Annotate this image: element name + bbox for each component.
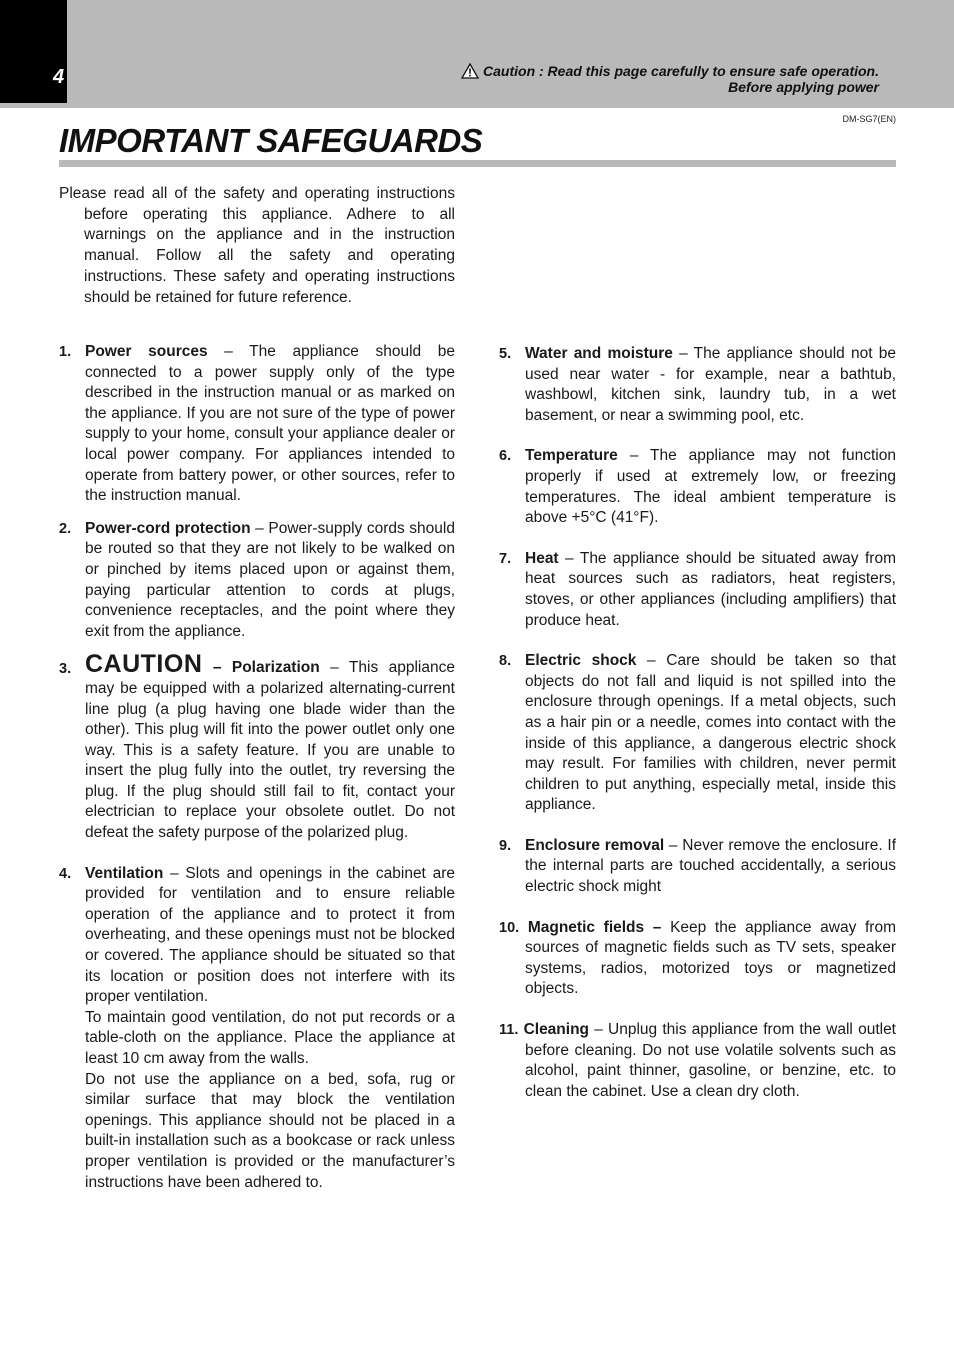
item-text: – The appliance should be connected to a power supply only of the type described in the instruction manual or as marked on the appliance. If you are not sure of the type of power supply to your home, consult your appliance dealer or local power company. For appliances intended to operate from battery power, or other sources, refer to the instruction manual.: [85, 343, 455, 505]
item-text: – Never remove the enclosure. If the internal parts are touched accidentally, a serious electric shock might: [525, 836, 896, 896]
safeguard-item-9: [499, 836, 896, 898]
item-number: 6.: [499, 448, 512, 465]
item-number: 3.: [59, 661, 72, 678]
item-text: – The appliance should not be used near water - for example, near a bathtub, washbowl, kitchen sink, laundry tub, in a wet basement, or near a swimming pool, etc.: [525, 345, 896, 424]
item-title: Water and moisture: [525, 345, 673, 362]
intro-paragraph: Please read all of the safety and operating instructions before operating this appliance. Adhere to all warnings on the appliance and in the instruction manual. Follow all the safety and operating instructions. These safety and operating instructions should be retained for future reference.: [59, 185, 455, 306]
safeguard-item-2: [59, 519, 455, 643]
safeguard-item-6: [499, 446, 896, 528]
item-text: – Care should be taken so that objects do not fall and liquid is not spilled into the enclosure through openings. If a metal objects, such as a hair pin or a needle, comes into contact with the inside of this appliance, a dangerous electric shock may result. For families with children, never permit children to put anything, especially metal, inside this appliance.: [525, 652, 897, 814]
left-column: [59, 342, 455, 1193]
item-title: Power sources: [85, 343, 208, 360]
item-text: – Power-supply cords should be routed so that they are not likely to be walked on or pinched by items placed upon or against them, paying particular attention to cords at plugs, convenience receptacles, and the point where they exit from the appliance.: [85, 519, 455, 640]
safeguard-item-1: [59, 342, 455, 507]
safeguard-item-10: [499, 918, 896, 1000]
item-title: Heat: [525, 549, 559, 567]
item-text: Keep the appliance away from sources of magnetic fields such as TV sets, speaker systems, radios, motorized toys or magnetized objects.: [525, 918, 896, 998]
caution-notice: [461, 63, 879, 95]
item-title: Ventilation: [85, 864, 164, 882]
safeguard-item-7: [499, 549, 896, 631]
item-number: 1.: [59, 344, 72, 360]
caution-text: Caution : Read this page carefully to ensure safe operation.: [483, 63, 879, 79]
caution-subtext: Before applying power: [728, 79, 879, 95]
item-number: 2.: [59, 520, 72, 537]
safeguard-item-4: [59, 864, 455, 1194]
item-paragraph: To maintain good ventilation, do not put records or a table-cloth on the appliance. Place the appliance at least 10 cm away from the walls.: [85, 1008, 455, 1067]
item-text: – Unplug this appliance from the wall outlet before cleaning. Do not use volatile solvents such as alcohol, paint thinner, gasoline, or benzine, etc. to clean the cabinet. Use a clean dry cloth.: [525, 1021, 896, 1100]
item-title: Cleaning: [523, 1021, 590, 1039]
safeguard-item-3: [59, 650, 455, 843]
warning-triangle-icon: [461, 63, 479, 79]
item-text: – Slots and openings in the cabinet are provided for ventilation and to ensure reliable operation of the appliance and to protect it from overheating, and these openings must not be blocked or covered. The appliance should be situated so that its location or position does not interfere with its proper ventilation.: [85, 864, 455, 1006]
item-number: 5.: [499, 346, 512, 362]
page-title: IMPORTANT SAFEGUARDS: [59, 122, 483, 159]
item-text: – This appliance may be equipped with a polarized alternating-current line plug (a plug having one blade wider than the other). This plug will fit into the power outlet only one way. This is a safety feature. If you are unable to insert the plug fully into the outlet, try reversing the plug. If the plug should still fail to fit, contact your electrician to replace your obsolete outlet. Do not defeat the safety purpose of the polarized plug.: [85, 659, 455, 842]
item-text: – The appliance should be situated away from heat sources such as radiators, heat registers, stoves, or other appliances (including amplifiers) that produce heat.: [525, 549, 896, 629]
model-code: DM-SG7(EN): [842, 114, 896, 124]
item-title: Power-cord protection: [85, 519, 251, 537]
title-rule: [59, 160, 896, 167]
item-number: 11.: [499, 1022, 519, 1039]
item-title: Temperature: [525, 447, 618, 465]
safeguard-item-11: [499, 1020, 896, 1102]
item-paragraph: Do not use the appliance on a bed, sofa, rug or similar surface that may block the ventilation openings. This appliance should not be placed in a built-in installation such as a bookcase or rack unless proper ventilation is provided or the manufacturer’s instructions have been adhered to.: [85, 1070, 455, 1191]
safeguard-item-5: [499, 344, 896, 426]
item-title: Electric shock: [525, 652, 637, 670]
item-number: 7.: [499, 550, 512, 567]
item-number: 9.: [499, 837, 512, 854]
caution-word: CAUTION: [85, 650, 203, 679]
item-number: 8.: [499, 653, 512, 670]
item-title: Magnetic fields –: [527, 918, 662, 936]
item-title: – Polarization: [202, 659, 320, 677]
right-column: [499, 344, 896, 1102]
item-title: Enclosure removal: [525, 836, 665, 854]
item-number: 4.: [59, 865, 72, 882]
safeguard-item-8: [499, 651, 896, 816]
item-number: 10.: [499, 919, 520, 936]
page-number: 4: [53, 66, 65, 88]
item-text: – The appliance may not function properly if used at extremely low, or freezing temperatures. The ideal ambient temperature is above +5°C (41°F).: [525, 447, 896, 527]
